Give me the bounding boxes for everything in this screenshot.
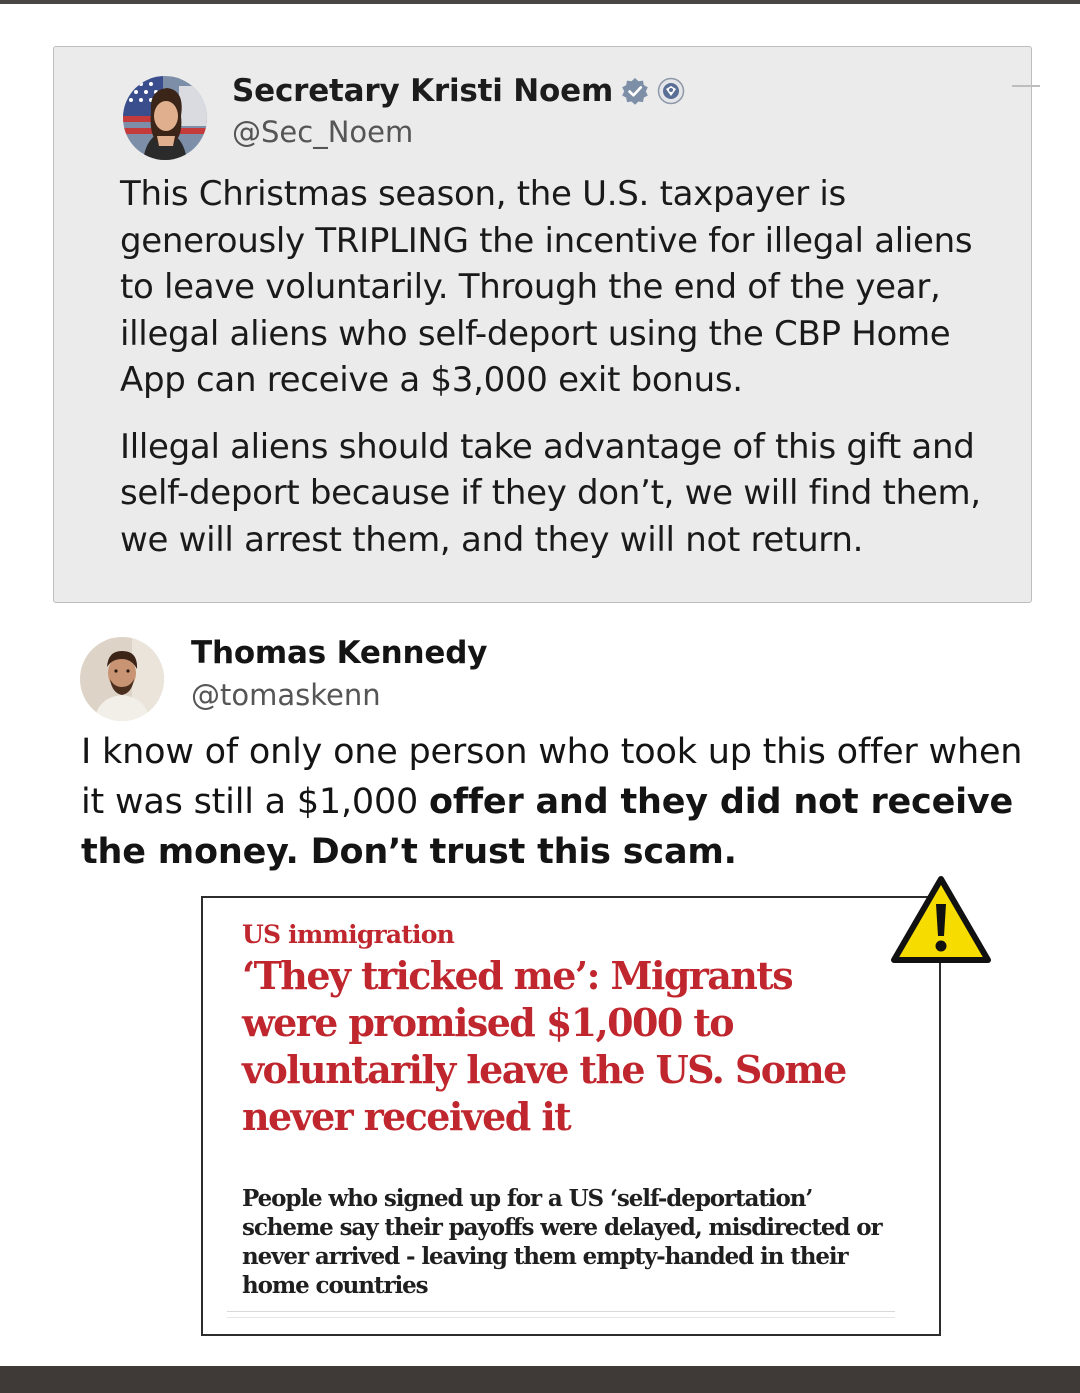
quoted-author-handle[interactable]: @Sec_Noem: [232, 115, 414, 149]
tweet-text: [81, 727, 1041, 877]
card-corner-mark: [1012, 85, 1040, 91]
verified-badge-icon: [621, 77, 649, 105]
bottom-border: [0, 1366, 1080, 1393]
tweet-text-bold: offer and they did not receive the money. Don’t trust this scam.: [81, 782, 1014, 872]
quoted-author-row: [232, 73, 685, 109]
quoted-tweet-text: [120, 171, 1010, 563]
avatar[interactable]: [123, 76, 207, 160]
dhs-seal-icon: [657, 77, 685, 105]
author-handle[interactable]: @tomaskenn: [191, 678, 381, 712]
article-headline[interactable]: ‘They tricked me’: Migrants were promised $1,000 to voluntarily leave the US. Some never received it: [242, 953, 846, 1139]
avatar[interactable]: [80, 637, 164, 721]
article-screenshot[interactable]: [201, 896, 941, 1336]
warning-icon: [889, 874, 993, 966]
divider: [227, 1317, 895, 1318]
quoted-tweet-paragraph: This Christmas season, the U.S. taxpayer is generously TRIPLING the incentive for illegal aliens to leave voluntarily. Through the end of the year, illegal aliens who self-deport using the CBP Home App can receive a $3,000 exit bonus.: [120, 174, 973, 400]
article-standfirst: People who signed up for a US ‘self-deportation’ scheme say their payoffs were delayed, misdirected or never arrived - leaving them empty-handed in their home countries: [242, 1185, 882, 1299]
article-kicker: US immigration: [242, 920, 455, 949]
quoted-tweet-card[interactable]: [53, 46, 1032, 603]
author-name[interactable]: Thomas Kennedy: [191, 635, 488, 671]
quoted-tweet-paragraph: Illegal aliens should take advantage of this gift and self-deport because if they don’t, we will find them, we will arrest them, and they will not return.: [120, 426, 981, 560]
avatar-image: [80, 637, 164, 721]
avatar-image: [123, 76, 207, 160]
quoted-author-name[interactable]: Secretary Kristi Noem: [232, 73, 614, 109]
divider: [227, 1311, 895, 1312]
top-border: [0, 0, 1080, 4]
tweet-text-regular: I know of only one person who took up this offer when it was still a $1,000: [81, 732, 1023, 822]
